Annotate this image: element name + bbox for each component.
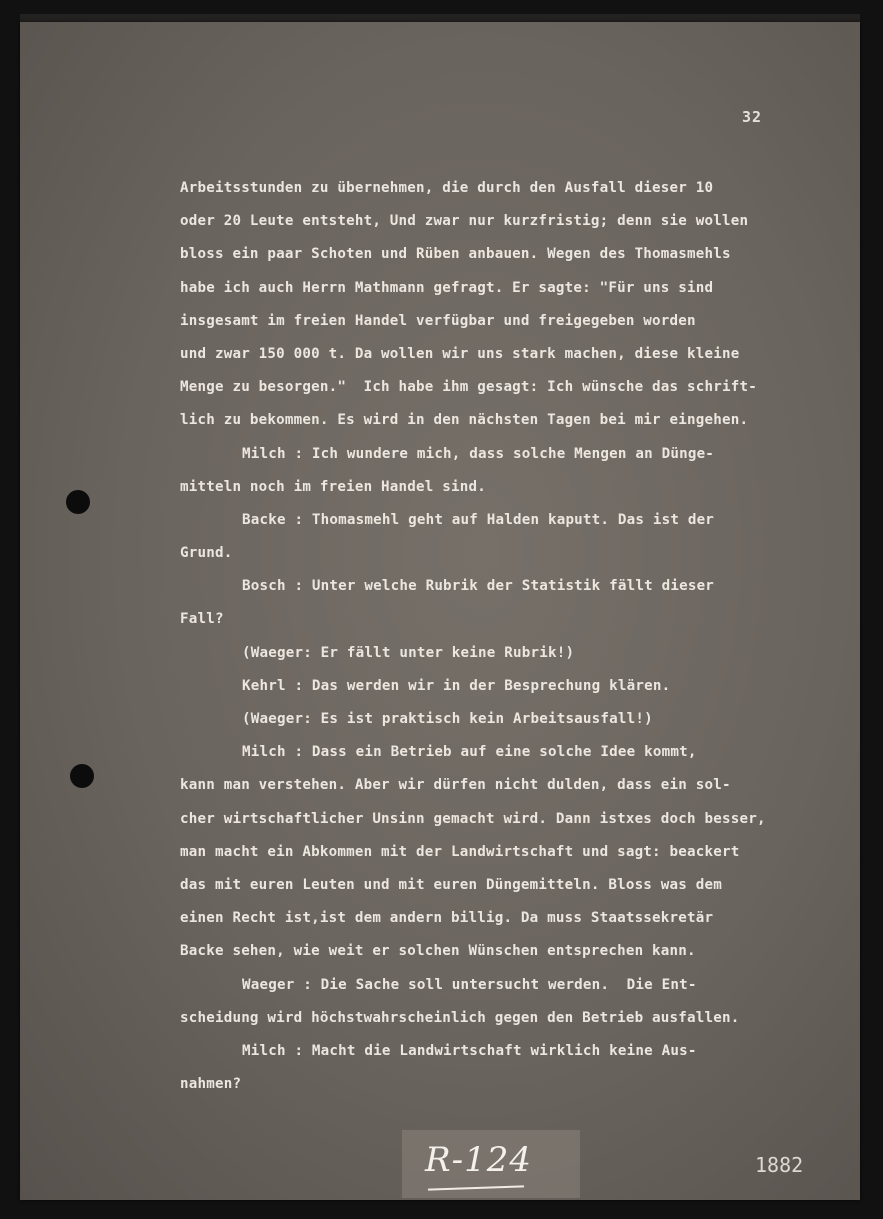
text-line: das mit euren Leuten und mit euren Düngemitteln. Bloss was dem: [180, 876, 722, 893]
text-line: kann man verstehen. Aber wir dürfen nicht dulden, dass ein sol-: [180, 777, 731, 794]
text-line: Fall?: [180, 611, 224, 628]
text-line: mitteln noch im freien Handel sind.: [180, 478, 486, 495]
text-line: Arbeitsstunden zu übernehmen, die durch den Ausfall dieser 10: [180, 180, 714, 196]
speaker-line-milch: Milch : Ich wundere mich, dass solche Mengen an Dünge-: [242, 445, 715, 462]
page-number: 32: [742, 108, 763, 126]
text-line: man macht ein Abkommen mit der Landwirtschaft und sagt: beackert: [180, 843, 740, 860]
speaker-line-waeger: Waeger : Die Sache soll untersucht werden. Die Ent-: [242, 976, 697, 993]
speaker-line-kehrl: Kehrl : Das werden wir in der Besprechung klären.: [242, 677, 671, 694]
speaker-line-milch: Milch : Dass ein Betrieb auf eine solche Idee kommt,: [242, 744, 697, 761]
text-line: cher wirtschaftlicher Unsinn gemacht wird. Dann istxes doch besser,: [180, 810, 766, 827]
text-line: habe ich auch Herrn Mathmann gefragt. Er sagte: "Für uns sind: [180, 279, 714, 296]
punch-hole: [70, 764, 94, 788]
speaker-line-backe: Backe : Thomasmehl geht auf Halden kaputt. Das ist der: [242, 511, 715, 528]
speaker-line-bosch: Bosch : Unter welche Rubrik der Statistik fällt dieser: [242, 578, 715, 595]
text-line: scheidung wird höchstwahrscheinlich gegen den Betrieb ausfallen.: [180, 1009, 740, 1026]
text-line: Backe sehen, wie weit er solchen Wünschen entsprechen kann.: [180, 943, 696, 960]
speaker-line-milch: Milch : Macht die Landwirtschaft wirklich keine Aus-: [242, 1042, 697, 1059]
interjection-line: (Waeger: Es ist praktisch kein Arbeitsausfall!): [242, 711, 653, 727]
text-line: einen Recht ist,ist dem andern billig. Da muss Staatssekretär: [180, 910, 714, 927]
archive-stamp: R-124: [425, 1140, 532, 1180]
text-line: bloss ein paar Schoten und Rüben anbauen. Wegen des Thomasmehls: [180, 246, 731, 263]
text-line: Menge zu besorgen." Ich habe ihm gesagt: Ich wünsche das schrift-: [180, 379, 757, 396]
text-line: und zwar 150 000 t. Da wollen wir uns stark machen, diese kleine: [180, 345, 740, 362]
text-line: oder 20 Leute entsteht, Und zwar nur kurzfristig; denn sie wollen: [180, 213, 749, 230]
text-line: Grund.: [180, 545, 233, 562]
interjection-line: (Waeger: Er fällt unter keine Rubrik!): [242, 644, 575, 661]
text-line: nahmen?: [180, 1076, 242, 1093]
text-line: insgesamt im freien Handel verfügbar und freigegeben worden: [180, 312, 696, 329]
punch-hole: [66, 490, 90, 514]
typewritten-body: [180, 172, 840, 1101]
folio-number: 1882: [755, 1153, 804, 1177]
text-line: lich zu bekommen. Es wird in den nächsten Tagen bei mir eingehen.: [180, 412, 749, 429]
